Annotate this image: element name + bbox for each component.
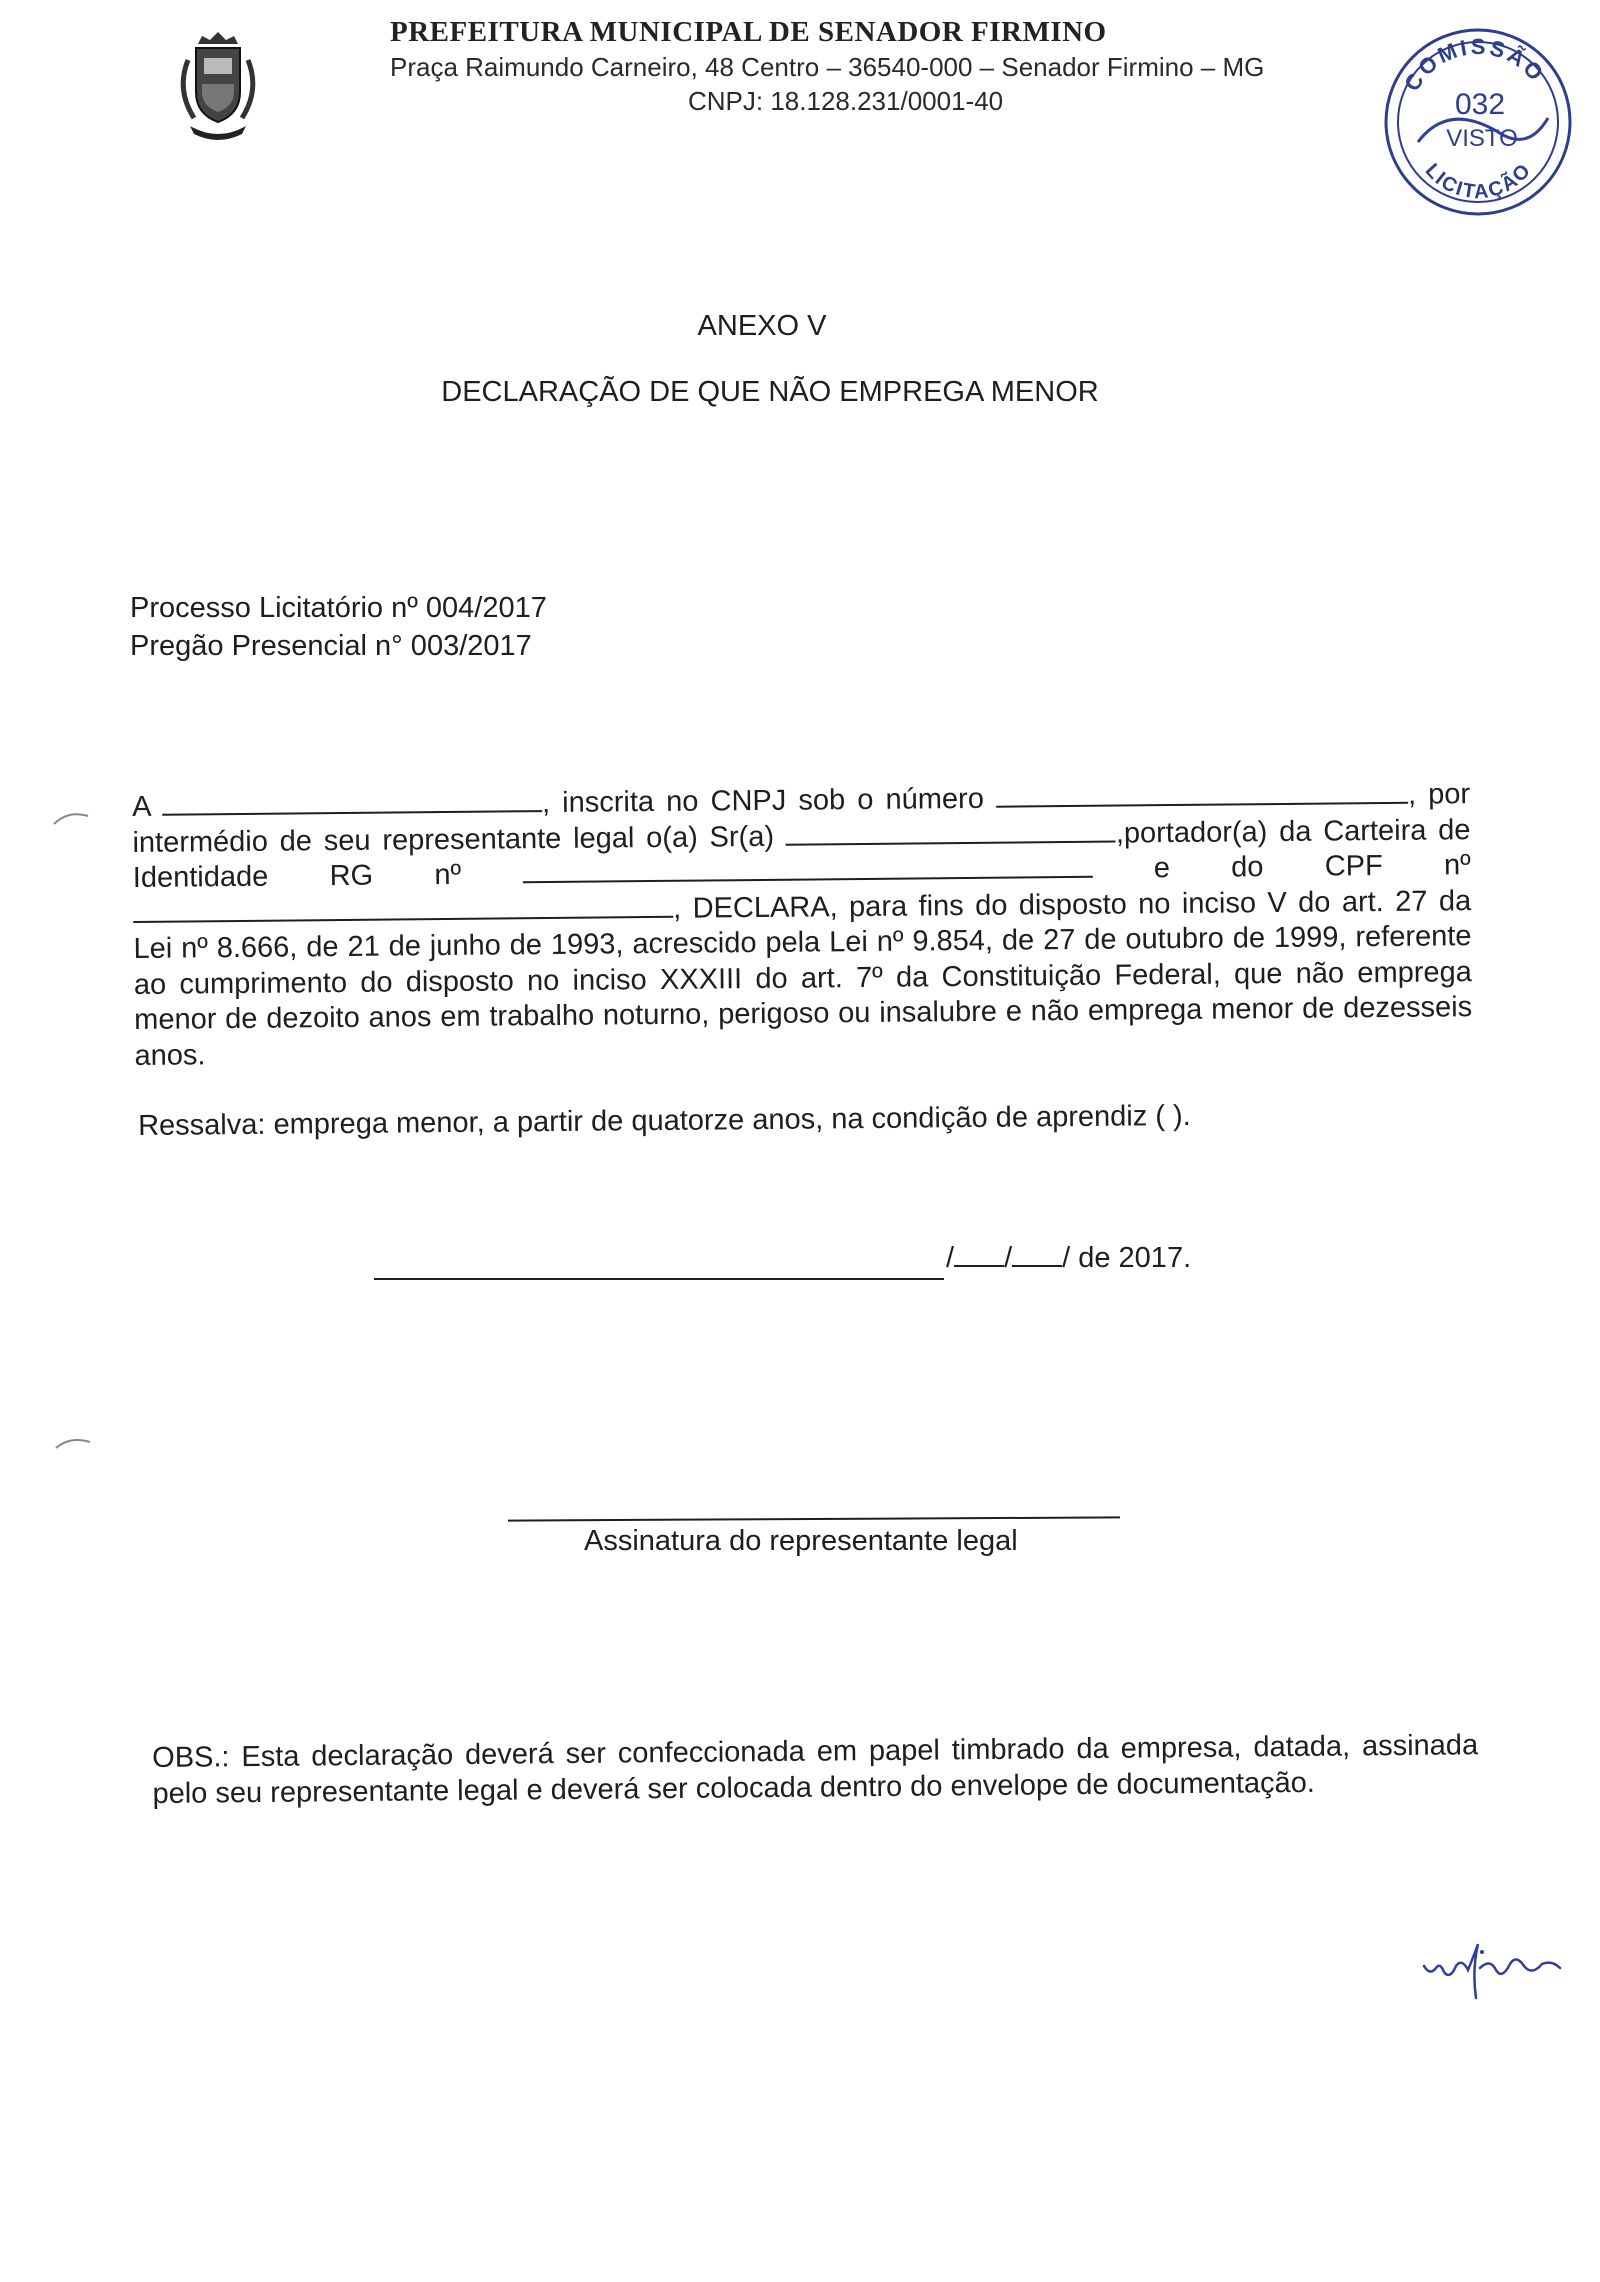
declaration-paragraph: A , inscrita no CNPJ sob o número , por intermédio de seu representante legal o(a) Sr(a) ,portador(a) da Carteira de Identidade RG nº e do CPF nº , DECLARA, para fins do disposto no inciso V do art. 27 da Lei nº 8.666, de 21 de junho de 1993, acrescido pela Lei nº 9.854, de 27 de outubro de 1999, referente ao cumprimento do disposto no inciso XXXIII do art. 7º da Constituição Federal, que não emprega menor de dezoito anos em trabalho noturno, perigoso ou insalubre e não emprega menor de dezesseis anos. [132,778,1473,1072]
stamp-top-text: COMISSÃO [1399,33,1551,96]
declaration-title: DECLARAÇÃO DE QUE NÃO EMPREGA MENOR [441,376,1099,408]
stamp-middle-text: VISTO [1446,125,1518,152]
coat-of-arms-icon [168,30,268,150]
rg-number-blank[interactable] [522,854,1092,883]
location-blank[interactable] [374,1278,944,1280]
day-blank[interactable] [954,1243,1004,1267]
commission-stamp [1378,22,1578,222]
cpf-number-blank[interactable] [133,893,673,922]
punch-mark [52,810,92,826]
letterhead-title: PREFEITURA MUNICIPAL DE SENADOR FIRMINO [390,16,1107,48]
letterhead-address: Praça Raimundo Carneiro, 48 Centro – 36540-000 – Senador Firmino – MG [390,52,1265,82]
pregao-number: Pregão Presencial n° 003/2017 [130,630,532,662]
obs-note: OBS.: Esta declaração deverá ser confeccionada em papel timbrado da empresa, datada, assinada pelo seu representante legal e deverá ser colocada dentro do envelope de documentação. [152,1729,1479,1810]
cnpj-number-blank[interactable] [996,780,1408,808]
stamp-number: 032 [1454,88,1506,121]
punch-mark [54,1436,94,1452]
date-field: / / / de 2017. [946,1242,1192,1274]
signature-label: Assinatura do representante legal [584,1525,1018,1557]
letterhead-cnpj: CNPJ: 18.128.231/0001-40 [688,86,1004,116]
handwritten-initials [1420,1940,1580,2000]
month-blank[interactable] [1012,1243,1062,1267]
company-name-blank[interactable] [162,788,542,816]
annex-title: ANEXO V [697,310,827,342]
representative-name-blank[interactable] [786,818,1116,845]
stamp-bottom-text: LICITAÇÃO [1420,158,1537,204]
signature-line[interactable] [508,1516,1120,1521]
svg-text:LICITAÇÃO [1421,159,1537,204]
ressalva-text: Ressalva: emprega menor, a partir de quatorze anos, na condição de aprendiz ( ). [138,1099,1191,1142]
process-number: Processo Licitatório nº 004/2017 [130,592,547,624]
